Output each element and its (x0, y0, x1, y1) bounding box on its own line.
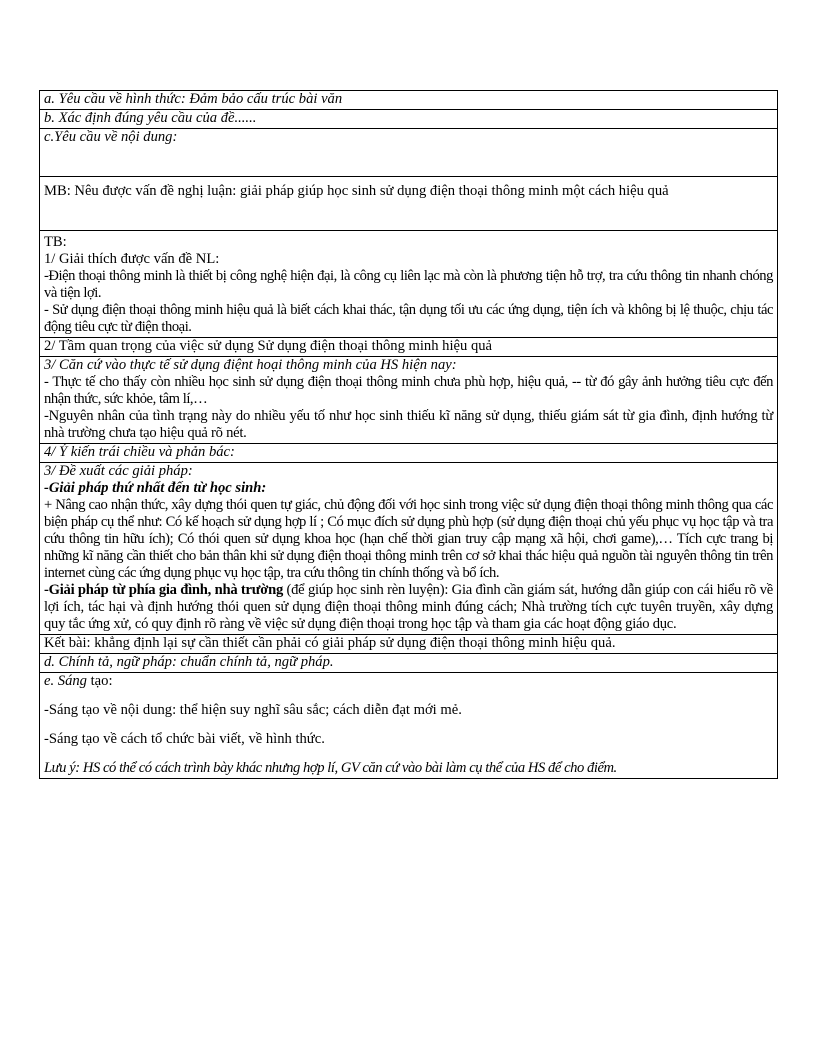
creativity-title-italic: e. Sáng (44, 673, 87, 689)
body-heading: TB: (44, 234, 67, 250)
item3-p1: - Thực tế cho thấy còn nhiều học sinh sử dụng điện thoại thông minh chưa phù hợp, hiệu quả, -- từ đó gây ảnh hưởng tiêu cực đến nhận thức, sức khỏe, tâm lí,… (44, 374, 773, 407)
solutions-title: 3/ Đề xuất các giải pháp: (44, 463, 193, 479)
item3-title: 3/ Căn cứ vào thực tế sử dụng điệnt hoại thông minh của HS hiện nay: (44, 357, 457, 373)
solution1-body: + Nâng cao nhận thức, xây dựng thói quen tự giác, chủ động đối với học sinh trong việc sử dụng điện thoại thông minh thông qua các biện pháp cụ thể như: Có kế hoạch sử dụng hợp lí ; Có mục đích sử dụng phù hợp (sử dụng điện thoại chủ yếu phục vụ học tập và tra cứu thông tin hữu ích); Có thói quen sử dụng khoa học (hạn chế thời gian truy cập mạng xã hội, chơi game),… Tích cực trang bị những kĩ năng cần thiết cho bản thân khi sử dụng điện thoại thông minh trên cơ sở khai thác hiệu quả nguồn tài nguyên thông tin trên internet cùng các ứng dụng phục vụ học tập, tra cứu thông tin chính thống và bổ ích. (44, 497, 773, 581)
rubric-item3 (40, 357, 778, 444)
rubric-e-creativity (40, 673, 778, 779)
rubric-b-requirement: b. Xác định đúng yêu cầu của đề...... (40, 110, 778, 129)
grading-rubric-table (39, 90, 778, 779)
rubric-d-spelling: d. Chính tả, ngữ pháp: chuẩn chính tả, ngữ pháp. (40, 654, 778, 673)
rubric-a-form: a. Yêu cầu về hình thức: Đảm bảo cấu trúc bài văn (40, 91, 778, 110)
body-item1-title: 1/ Giải thích được vấn đề NL: (44, 251, 220, 267)
solution2-title: -Giải pháp từ phía gia đình, nhà trường (44, 582, 283, 598)
creativity-note: Lưu ý: HS có thể có cách trình bày khác nhưng hợp lí, GV căn cứ vào bài làm cụ thể của HS để cho điểm. (44, 760, 617, 776)
solution2-body: (để giúp học sinh rèn luyện): Gia đình cần giám sát, hướng dẫn giúp con cái hiểu rõ về lợi ích, tác hại và định hướng thói quen sử dụng điện thoại thông minh đúng cách; Nhà trường tích cực tuyên truyền, xây dựng quy tắc ứng xử, có quy định rõ ràng về việc sử dụng điện thoại trong học tập và tham gia các hoạt động giáo dục. (44, 582, 773, 632)
item3-p2: -Nguyên nhân của tình trạng này do nhiều yếu tố như học sinh thiếu kĩ năng sử dụng, thiếu giám sát từ gia đình, định hướng từ nhà trường chưa tạo hiệu quả rõ nét. (44, 408, 773, 441)
rubric-c-content: c.Yêu cầu về nội dung: (40, 129, 778, 177)
body-item1-a: -Điện thoại thông minh là thiết bị công nghệ hiện đại, là công cụ liên lạc mà còn là phương tiện hỗ trợ, tra cứu thông tin nhanh chóng và tiện lợi. (44, 268, 773, 301)
table-row (40, 357, 778, 444)
body-item1-b: - Sử dụng điện thoại thông minh hiệu quả là biết cách khai thác, tận dụng tối ưu các ứng dụng, tiện ích và không bị lệ thuộc, chịu tác động tiêu cực từ điện thoại. (44, 302, 773, 335)
creativity-p1: -Sáng tạo về nội dung: thể hiện suy nghĩ sâu sắc; cách diễn đạt mới mẻ. (44, 702, 462, 718)
table-row (40, 91, 778, 110)
rubric-conclusion: Kết bài: khẳng định lại sự cần thiết cần phải có giải pháp sử dụng điện thoại thông minh hiệu quả. (40, 635, 778, 654)
table-row (40, 635, 778, 654)
creativity-p2: -Sáng tạo về cách tổ chức bài viết, về hình thức. (44, 731, 325, 747)
rubric-solutions (40, 463, 778, 635)
table-row (40, 338, 778, 357)
table-row (40, 231, 778, 338)
table-row (40, 177, 778, 231)
solution2-paragraph (44, 582, 773, 633)
rubric-intro-mb (40, 177, 778, 231)
table-row (40, 110, 778, 129)
document-page (39, 90, 778, 779)
table-row (40, 673, 778, 779)
table-row (40, 129, 778, 177)
table-row (40, 463, 778, 635)
rubric-item2: 2/ Tầm quan trọng của việc sử dụng Sử dụng điện thoại thông minh hiệu quả (40, 338, 778, 357)
rubric-item4: 4/ Ý kiến trái chiều và phản bác: (40, 444, 778, 463)
table-row (40, 654, 778, 673)
solution1-title: -Giải pháp thứ nhất đến từ học sinh: (44, 480, 267, 496)
intro-text: MB: Nêu được vấn đề nghị luận: giải pháp giúp học sinh sử dụng điện thoại thông minh một cách hiệu quả (44, 183, 669, 199)
table-row (40, 444, 778, 463)
creativity-title-rest: tạo: (86, 673, 113, 689)
creativity-title (44, 673, 773, 690)
rubric-body-tb (40, 231, 778, 338)
